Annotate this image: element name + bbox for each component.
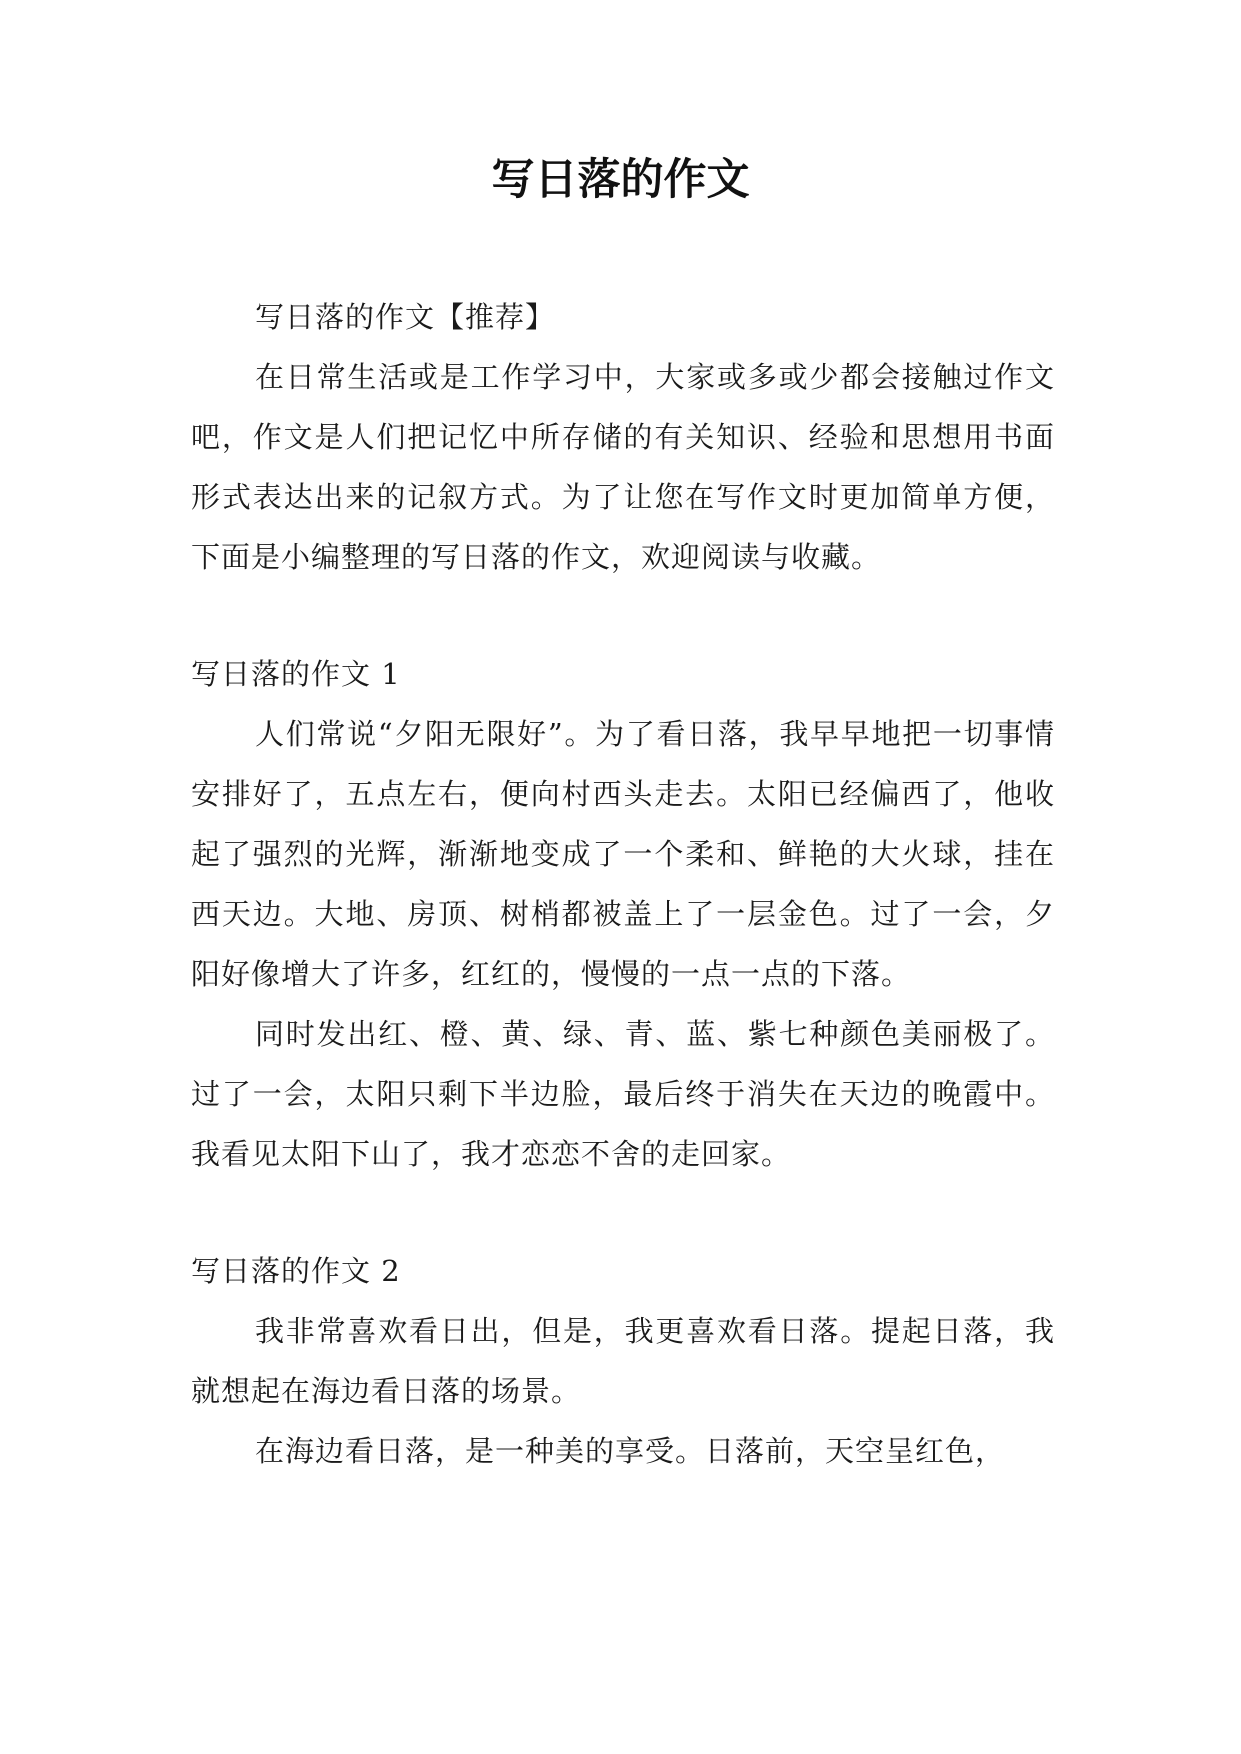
- section-2-paragraph-2: 在海边看日落，是一种美的享受。日落前，天空呈红色，: [255, 1434, 1006, 1468]
- section-spacer: [191, 587, 1055, 644]
- document-body: [191, 287, 1055, 1481]
- document-title: 写日落的作文: [491, 155, 750, 205]
- intro-paragraph: 在日常生活或是工作学习中，大家或多或少都会接触过作文吧，作文是人们把记忆中所存储的有关知识、经验和思想用书面形式表达出来的记叙方式。为了让您在写作文时更加简单方便，下面是小编整理的写日落的作文，欢迎阅读与收藏。: [191, 360, 1055, 574]
- section-spacer: [191, 1184, 1055, 1241]
- section-heading-2: 写日落的作文 2: [191, 1254, 401, 1288]
- section-2-paragraph-1: 我非常喜欢看日出，但是，我更喜欢看日落。提起日落，我就想起在海边看日落的场景。: [191, 1314, 1055, 1408]
- section-1-paragraph-1: 人们常说“夕阳无限好”。为了看日落，我早早地把一切事情安排好了，五点左右，便向村西头走去。太阳已经偏西了，他收起了强烈的光辉，渐渐地变成了一个柔和、鲜艳的大火球，挂在西天边。大地、房顶、树梢都被盖上了一层金色。过了一会，夕阳好像增大了许多，红红的，慢慢的一点一点的下落。: [191, 717, 1055, 991]
- subtitle-paragraph: 写日落的作文【推荐】: [255, 300, 556, 334]
- section-1-paragraph-2: 同时发出红、橙、黄、绿、青、蓝、紫七种颜色美丽极了。过了一会，太阳只剩下半边脸，最后终于消失在天边的晚霞中。我看见太阳下山了，我才恋恋不舍的走回家。: [191, 1017, 1055, 1171]
- section-heading-1: 写日落的作文 1: [191, 657, 401, 691]
